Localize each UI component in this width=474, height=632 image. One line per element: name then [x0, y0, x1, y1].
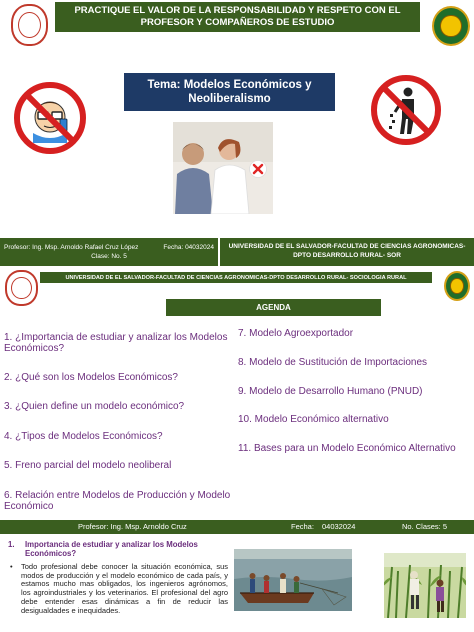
body-paragraph: Todo profesional debe conocer la situación económica, sus modos de producción y el modelo económico de cada país, y estamos mucho mas obligados, los ingenieros agrónomos, los agroindustriales y los veterinarios. El profesional del agro debe entender esas dinámicas a fin de reducir las desigualdades e inequidades. [21, 562, 228, 615]
university-line-1: UNIVERSIDAD DE EL SALVADOR-FACULTAD DE CIENCIAS AGRONOMICAS- [228, 243, 466, 250]
agenda-item-3: 3. ¿Quien define un modelo económico? [4, 401, 185, 412]
professor-name: Profesor: Ing. Msp. Arnoldo Rafael Cruz López [4, 244, 139, 251]
slide-3-info-bar [0, 520, 474, 534]
fishing-boat-photo [234, 549, 352, 611]
no-littering-icon [370, 74, 442, 146]
university-bar: UNIVERSIDAD DE EL SALVADOR-FACULTAD DE CIENCIAS AGRONOMICAS-DPTO DESARROLLO RURAL- SOCIOLOGIA RURAL [40, 272, 432, 283]
ues-seal-icon [5, 270, 38, 306]
professor-short: Profesor: Ing. Msp. Arnoldo Cruz [78, 522, 187, 531]
agenda-item-6: 6. Relación entre Modelos de Producción y Modelo Económico [4, 490, 231, 512]
agronomy-seal-icon [444, 271, 470, 301]
agenda-item-5: 5. Freno parcial del modelo neoliberal [4, 460, 172, 471]
class-info-bar [0, 238, 474, 266]
ues-seal-icon [11, 4, 48, 46]
agenda-item-1: 1. ¿Importancia de estudiar y analizar los Modelos Económicos? [4, 332, 228, 354]
agenda-item-8: 8. Modelo de Sustitución de Importaciones [238, 357, 427, 368]
bullet-marker: • [10, 562, 13, 571]
class-date: Fecha: 04032024 [163, 244, 214, 251]
cornfield-farmers-photo [384, 553, 466, 618]
class-count: No. Clases: 5 [402, 522, 448, 531]
agronomy-seal-icon [432, 6, 470, 46]
no-phone-icon [13, 81, 87, 155]
conversation-photo [173, 122, 273, 214]
heading-number: 1. [8, 540, 15, 549]
class-number: Clase: No. 5 [91, 253, 127, 260]
date-label: Fecha: [291, 522, 314, 531]
section-body [10, 563, 228, 615]
agenda-item-9: 9. Modelo de Desarrollo Humano (PNUD) [238, 386, 423, 397]
agenda-item-4: 4. ¿Tipos de Modelos Económicos? [4, 431, 163, 442]
agenda-item-7: 7. Modelo Agroexportador [238, 328, 354, 339]
topic-box [124, 73, 335, 111]
agenda-item-10: 10. Modelo Económico alternativo [238, 414, 389, 425]
heading-text: Importancia de estudiar y analizar los Modelos Económicos? [25, 540, 198, 558]
agenda-item-2: 2. ¿Qué son los Modelos Económicos? [4, 372, 178, 383]
university-info [220, 238, 474, 266]
university-line-2: DPTO DESARROLLO RURAL- SOR [293, 252, 401, 259]
respect-banner: PRACTIQUE EL VALOR DE LA RESPONSABILIDAD Y RESPETO CON EL PROFESOR Y COMPAÑEROS DE ESTUDIO [55, 2, 420, 32]
agenda-title: AGENDA [166, 299, 381, 316]
agenda-item-11: 11. Bases para un Modelo Económico Alternativo [238, 443, 456, 454]
date-value: 04032024 [322, 522, 356, 531]
topic-line-1: Tema: Modelos Económicos y [147, 79, 312, 91]
section-heading [8, 540, 230, 558]
class-info-left [0, 238, 220, 266]
topic-line-2: Neoliberalismo [188, 93, 271, 105]
